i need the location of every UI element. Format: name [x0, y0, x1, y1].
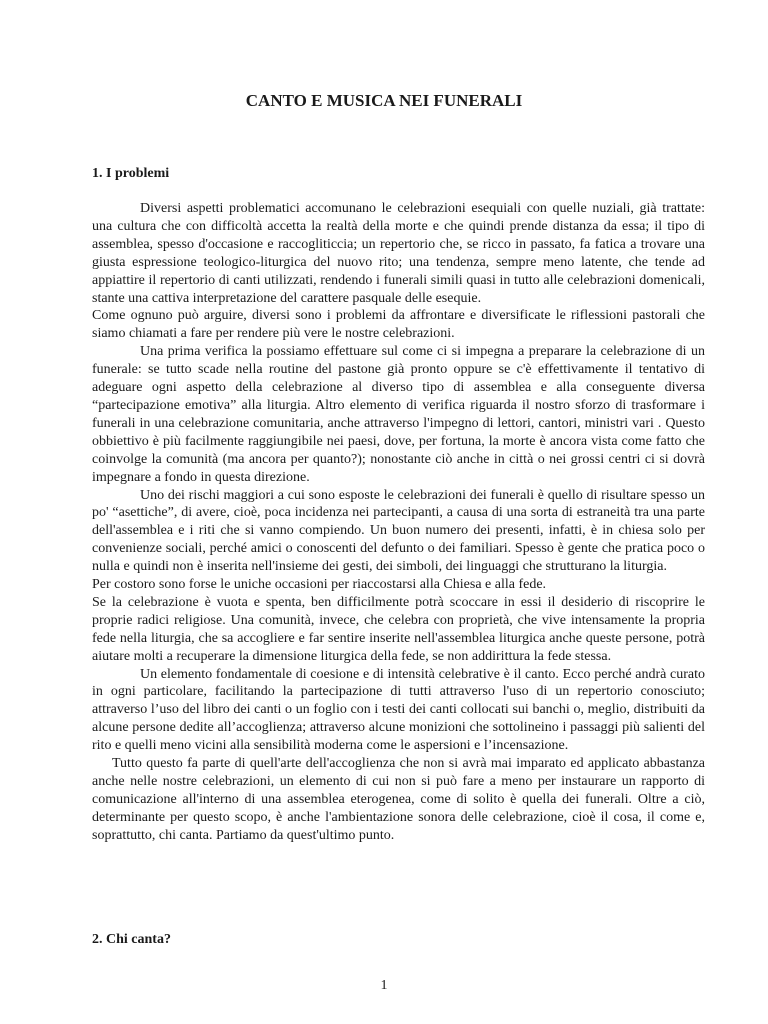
paragraph: Per costoro sono forse le uniche occasioni per riaccostarsi alla Chiesa e alla fede. — [92, 577, 547, 593]
paragraph: Diversi aspetti problematici accomunano le celebrazioni esequiali con quelle nuziali, già trattate: una cultura che con difficoltà accetta la realtà della morte e che quindi prende distanza da essa; il tipo di assemblea, spesso d'occasione e raccogliticcia; un repertorio che, se ricco in passato, fa fatica a trovare una giusta espressione teologico-liturgica del nuovo rito; una tendenza, sempre meno latente, che tende ad appiattire il repertorio di canti utilizzati, rendendo i funerali simili quasi in tutto alle celebrazioni domenicali, stante una cattiva interpretazione del carattere pasquale delle esequie. — [92, 201, 705, 306]
paragraph: Tutto questo fa parte di quell'arte dell'accoglienza che non si avrà mai imparato ed applicato abbastanza anche nelle nostre celebrazioni, un elemento di cui non si può fare a meno per instaurare un rapporto di comunicazione all'interno di una assemblea eterogenea, come di solito è quella dei funerali. Oltre a ciò, determinante per questo scopo, è anche l'ambientazione sonora delle celebrazione, cioè il cosa, il come e, soprattutto, chi canta. Partiamo da quest'ultimo punto. — [92, 756, 705, 843]
paragraph: Un elemento fondamentale di coesione e di intensità celebrative è il canto. Ecco perché andrà curato in ogni particolare, facilitando la partecipazione di tutti attraverso l'uso di un repertorio conosciuto; attraverso l’uso del libro dei canti o un foglio con i testi dei canti collocati sui banchi o, meglio, distribuiti da alcune persone dedite all’accoglienza; attraverso alcune monizioni che sottolineino i passaggi più salienti del rito e quelli meno vicini alla sensibilità moderna come le aspersioni e l’incensazione. — [92, 666, 705, 754]
paragraph: Una prima verifica la possiamo effettuare sul come ci si impegna a preparare la celebrazione di un funerale: se tutto scade nella routine del pastone già pronto oppure se c'è effettivamente il tentativo di adeguare ogni aspetto della celebrazione al diverso tipo di assemblea e alla conseguente diversa “partecipazione emotiva” alla liturgia. Altro elemento di verifica riguarda il nostro sforzo di trasformare i funerali in una celebrazione comunitaria, anche attraverso l'impegno di lettori, cantori, ministri vari . Questo obbiettivo è più facilmente raggiungibile nei paesi, dove, per fortuna, la morte è ancora vista come fatto che coinvolge la comunità (ma ancora per quanto?); nonostante ciò anche in città o nei grossi centri ci si dovrà impegnare a fondo in questa direzione. — [92, 344, 705, 485]
page-number: 1 — [380, 978, 388, 993]
body-text — [92, 200, 705, 845]
paragraph: Uno dei rischi maggiori a cui sono esposte le celebrazioni dei funerali è quello di risultare spesso un po' “asettiche”, di avere, cioè, poca incidenza nei partecipanti, a causa di una sorta di estraneità tra una parte dell'assemblea e i riti che si vanno compiendo. Un buon numero dei presenti, infatti, è in chiesa solo per convenienze sociali, perché amici o conoscenti del defunto o dei familiari. Spesso è gente che pratica poco o nulla e quindi non è inserita nell'insieme dei gesti, dei simboli, dei linguaggi che strutturano la liturgia. — [92, 487, 705, 575]
section-heading-chi-canta: 2. Chi canta? — [92, 932, 171, 947]
document-title: CANTO E MUSICA NEI FUNERALI — [245, 91, 523, 110]
paragraph: Se la celebrazione è vuota e spenta, ben difficilmente potrà scoccare in essi il desiderio di riscoprire le proprie radici religiose. Una comunità, invece, che celebra con proprietà, che vive intensamente la propria fede nella liturgia, che sa accogliere e far sentire inserite nell'assemblea liturgica anche queste persone, potrà aiutare molti a recuperare la dimensione liturgica della fede, se non addirittura la fede stessa. — [92, 594, 705, 664]
section-heading-problemi: 1. I problemi — [92, 166, 170, 181]
paragraph: Come ognuno può arguire, diversi sono i problemi da affrontare e diversificate le riflessioni pastorali che siamo chiamati a fare per rendere più vere le nostre celebrazioni. — [92, 308, 705, 342]
